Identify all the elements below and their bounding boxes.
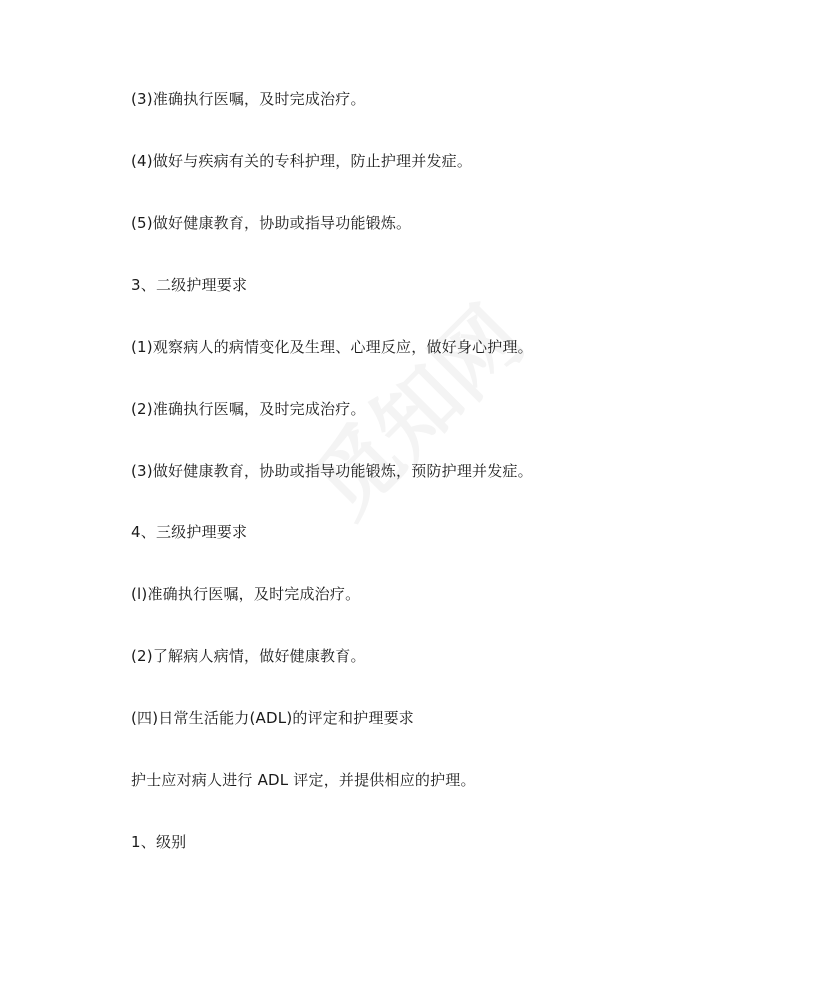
section-heading: 4、三级护理要求 — [131, 523, 248, 541]
text-line: (3)准确执行医嘱，及时完成治疗。 — [131, 90, 366, 108]
text-line: (1)观察病人的病情变化及生理、心理反应，做好身心护理。 — [131, 338, 533, 356]
text-line: (2)准确执行医嘱，及时完成治疗。 — [131, 400, 366, 418]
text-line: (3)做好健康教育，协助或指导功能锻炼，预防护理并发症。 — [131, 462, 533, 480]
section-heading: (四)日常生活能力(ADL)的评定和护理要求 — [131, 709, 414, 727]
text-line: (l)准确执行医嘱，及时完成治疗。 — [131, 585, 361, 603]
text-line: (5)做好健康教育，协助或指导功能锻炼。 — [131, 214, 412, 232]
section-heading: 1、级别 — [131, 833, 187, 851]
text-line: (4)做好与疾病有关的专科护理，防止护理并发症。 — [131, 152, 473, 170]
text-line: 护士应对病人进行 ADL 评定，并提供相应的护理。 — [131, 771, 476, 789]
text-line: (2)了解病人病情，做好健康教育。 — [131, 647, 366, 665]
section-heading: 3、二级护理要求 — [131, 276, 248, 294]
